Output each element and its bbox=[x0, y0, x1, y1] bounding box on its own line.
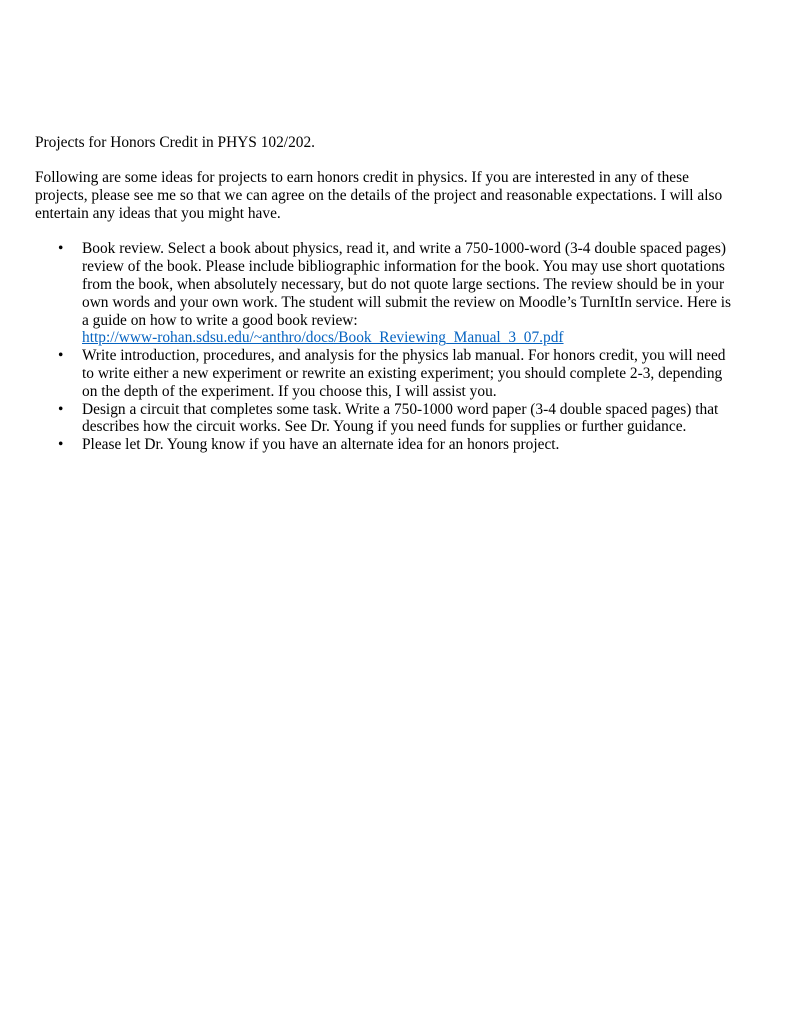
intro-paragraph: Following are some ideas for projects to earn honors credit in physics. If you are interested in any of these projects, please see me so that we can agree on the details of the project and reasonable expectations. I will also entertain any ideas that you might have. bbox=[35, 169, 723, 222]
bullet-icon: • bbox=[58, 400, 64, 418]
book-review-guide-link[interactable]: http://www-rohan.sdsu.edu/~anthro/docs/Book_Reviewing_Manual_3_07.pdf bbox=[82, 329, 564, 347]
list-item-alternate-idea bbox=[35, 436, 735, 454]
book-review-text: Book review. Select a book about physics, read it, and write a 750-1000-word (3-4 double spaced pages) review of the book. Please include bibliographic information for the book. You may use short quotations from the book, when absolutely necessary, but do not quote large sections. The review should be in your own words and your own work. The student will submit the review on Moodle’s TurnItIn service. Here is a guide on how to write a good book review: bbox=[82, 240, 732, 329]
lab-manual-text: Write introduction, procedures, and analysis for the physics lab manual. For honors credit, you will need to write either a new experiment or rewrite an existing experiment; you should complete 2-3, depending on the depth of the experiment. If you choose this, I will assist you. bbox=[82, 347, 726, 400]
list-item-circuit-design bbox=[35, 401, 735, 437]
bullet-icon: • bbox=[58, 347, 64, 365]
bullet-icon: • bbox=[58, 436, 64, 454]
alternate-idea-text: Please let Dr. Young know if you have an alternate idea for an honors project. bbox=[82, 436, 560, 454]
list-item-book-review bbox=[35, 240, 735, 347]
bullet-icon: • bbox=[58, 240, 64, 258]
list-item-lab-manual bbox=[35, 347, 735, 400]
circuit-design-text: Design a circuit that completes some task. Write a 750-1000 word paper (3-4 double spaced pages) that describes how the circuit works. See Dr. Young if you need funds for supplies or further guidance. bbox=[82, 400, 719, 436]
document-page bbox=[35, 134, 735, 454]
document-title: Projects for Honors Credit in PHYS 102/202. bbox=[35, 134, 316, 151]
project-ideas-list bbox=[35, 240, 735, 454]
